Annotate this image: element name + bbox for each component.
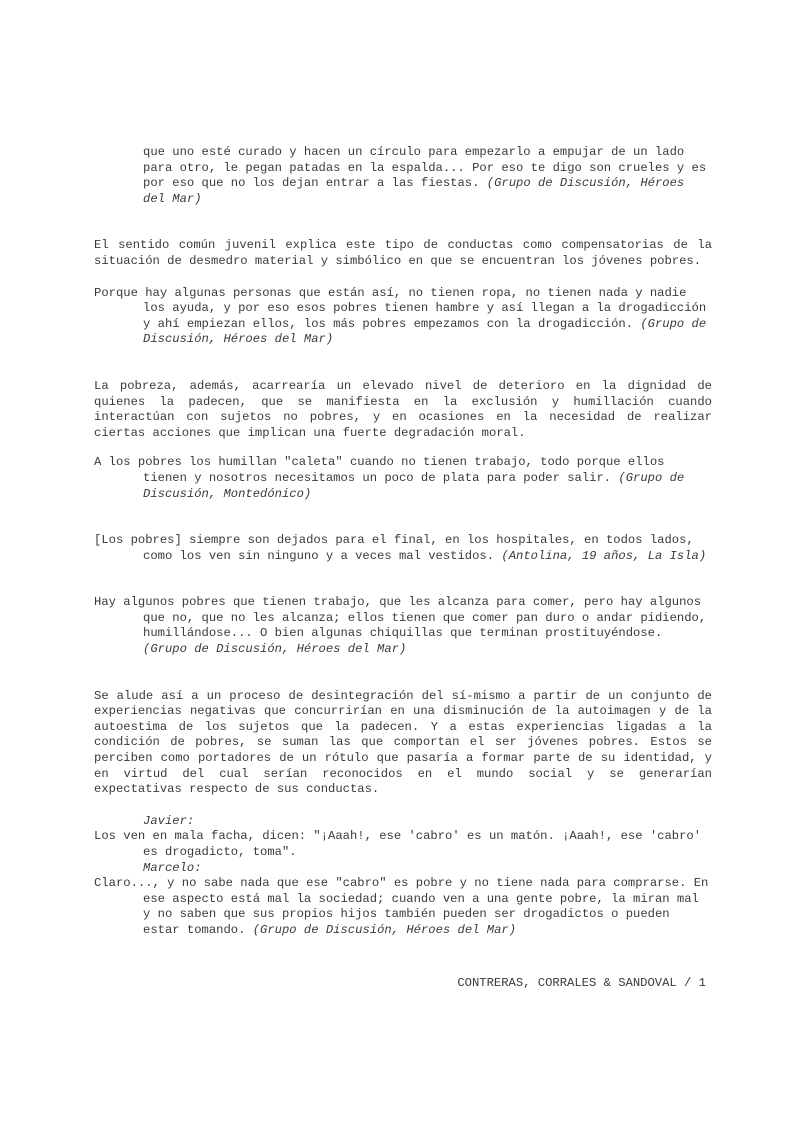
- quote-source: (Grupo de Discusión, Héroes del Mar): [252, 922, 517, 937]
- dialogue-line-2: [94, 876, 712, 938]
- quote-text: Porque hay algunas personas que están así, no tienen ropa, no tienen nada y nadie los ayuda, y por eso esos pobres tienen hambre y así llegan a la drogadicción y ahí empiezan ellos, los más pobres empezamos con la drogadicción.: [94, 285, 707, 331]
- paragraph-1: El sentido común juvenil explica este tipo de conductas como compensatorias de la situación de desmedro material y simbólico en que se encuentran los jóvenes pobres.: [94, 238, 712, 268]
- quote-text: [Los pobres] siempre son dejados para el final, en los hospitales, en todos lados, como los ven sin ninguno y a veces mal vestidos.: [94, 533, 694, 563]
- quote-text: Hay algunos pobres que tienen trabajo, que les alcanza para comer, pero hay algunos que no, que no les alcanza; ellos tienen que comer pan duro o andar pidiendo, humillándose... O bien algunas chiquillas que terminan prostituyéndose.: [94, 595, 707, 641]
- quote-source: (Grupo de Discusión, Héroes del Mar): [143, 642, 407, 657]
- quote-source: (Grupo de Discusión, Héroes del Mar): [143, 176, 685, 206]
- quote-text: A los pobres los humillan "caleta" cuando no tienen trabajo, todo porque ellos tienen y nosotros necesitamos un poco de plata para poder salir.: [94, 455, 665, 485]
- dialogue-line-1: Los ven en mala facha, dicen: "¡Aaah!, ese 'cabro' es un matón. ¡Aaah!, ese 'cabro' es drogadicto, toma".: [94, 829, 702, 859]
- quote-1: [143, 145, 712, 207]
- dialogue-text: Claro..., y no sabe nada que ese "cabro" es pobre y no tiene nada para comprarse. En ese aspecto está mal la sociedad; cuando ven a una gente pobre, la miran mal y no saben que sus propios hijos también pueden ser drogadictos o pueden estar tomando.: [94, 876, 709, 937]
- quote-5: [94, 595, 712, 657]
- quote-text: que uno esté curado y hacen un círculo para empezarlo a empujar de un lado para otro, le pegan patadas en la espalda... Por eso te digo son crueles y es por eso que no los dejan entrar a las fiestas.: [143, 145, 707, 191]
- speaker-javier: Javier:: [143, 813, 195, 828]
- speaker-marcelo: Marcelo:: [143, 860, 202, 875]
- quote-source: (Grupo de Discusión, Montedónico): [143, 470, 685, 501]
- quote-source: (Antolina, 19 años, La Isla): [501, 548, 707, 563]
- quote-3: [94, 455, 712, 502]
- quote-4: [94, 533, 712, 564]
- document-body: [94, 145, 712, 939]
- page-footer: CONTRERAS, CORRALES & SANDOVAL / 1: [457, 976, 706, 990]
- paragraph-2: La pobreza, además, acarrearía un elevado nivel de deterioro en la dignidad de quienes la padecen, que se manifiesta en la exclusión y humillación cuando interactúan con sujetos no pobres, y en ocasiones en la necesidad de realizar ciertas acciones que implican una fuerte degradación moral.: [94, 378, 712, 440]
- paragraph-3: Se alude así a un proceso de desintegración del sí-mismo a partir de un conjunto de experiencias negativas que concurrirían en una disminución de la autoimagen y de la autoestima de los sujetos que la padecen. Y a estas experiencias ligadas a la condición de pobres, se suman las que comportan el ser jóvenes pobres. Estos se perciben como portadores de un rótulo que pasaría a formar parte de su identidad, y en virtud del cual serían reconocidos en el mundo social y se generarían expectativas respecto de sus conductas.: [94, 688, 712, 797]
- quote-2: [94, 286, 712, 348]
- quote-source: (Grupo de Discusión, Héroes del Mar): [143, 316, 707, 347]
